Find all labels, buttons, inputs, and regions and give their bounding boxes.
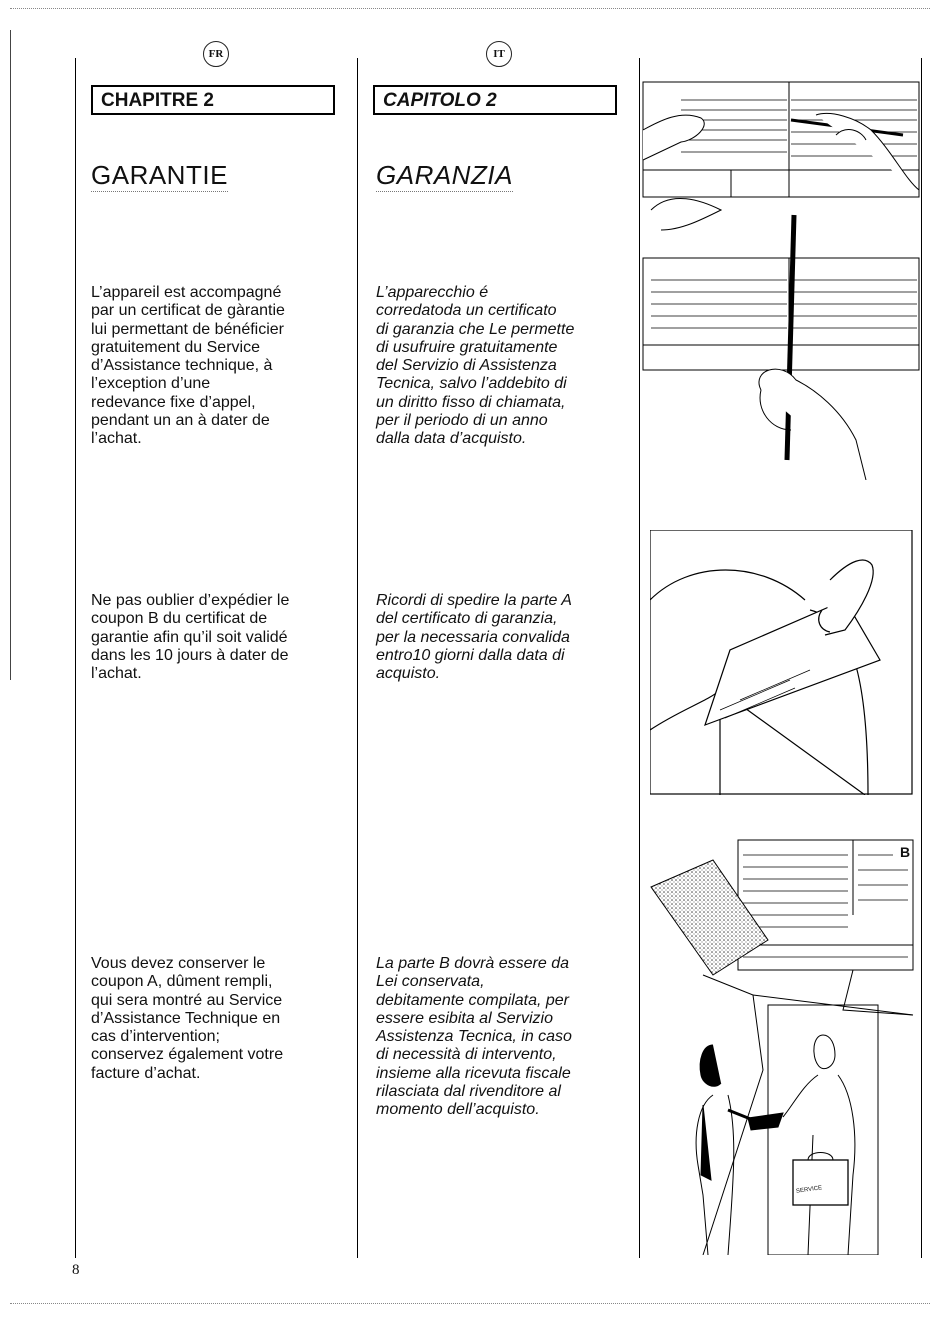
- column-divider-middle: [357, 58, 358, 1258]
- it-chapter-heading: CAPITOLO 2: [373, 85, 617, 115]
- fr-language-badge: FR: [203, 41, 229, 67]
- column-divider-right: [639, 58, 640, 1258]
- mailing-coupon-illustration: [650, 530, 913, 795]
- left-margin-line: [10, 30, 11, 680]
- it-paragraph-1: L’apparecchio é corredatoda un certificato di garanzia che Le permette di usufruire gratuitamente del Servizio di Assistenza Tecnica, salvo l’addebito di un diritto fisso di chiamata, per il periodo di un anno dalla data d’acquisto.: [376, 284, 575, 448]
- top-dotted-rule: [10, 8, 930, 9]
- column-divider-edge: [921, 58, 922, 1258]
- fr-section-title: GARANTIE: [91, 160, 228, 190]
- coupon-b-letter: B: [900, 844, 911, 860]
- page-number: 8: [72, 1262, 80, 1278]
- it-paragraph-3: La parte B dovrà essere da Lei conservata, debitamente compilata, per essere esibita al Servizio Assistenza Tecnica, in caso di necessità di intervento, insieme alla ricevuta fiscale rilasciata dal rivenditore al momento dell’acquisto.: [376, 955, 572, 1119]
- certificate-filling-illustration: [641, 80, 921, 480]
- service-case-label: SERVICE: [795, 1185, 823, 1195]
- fr-chapter-heading: CHAPITRE 2: [91, 85, 335, 115]
- fr-paragraph-2: Ne pas oublier d’expédier le coupon B du certificat de garantie afin qu’il soit validé dans les 10 jours à dater de l’achat.: [91, 592, 290, 683]
- fr-paragraph-1: L’appareil est accompagné par un certificat de gàrantie lui permettant de bénéficier gratuitement du Service d’Assistance technique, à l’exception d’une redevance fixe d’appel, pendant un an à dater de l’achat.: [91, 284, 285, 448]
- it-paragraph-2: Ricordi di spedire la parte A del certificato di garanzia, per la necessaria convalida entro10 giorni dalla data di acquisto.: [376, 592, 572, 683]
- fr-paragraph-3: Vous devez conserver le coupon A, dûment rempli, qui sera montré au Service d’Assistance Technique en cas d’intervention; conservez également votre facture d’achat.: [91, 955, 284, 1082]
- it-section-title: GARANZIA: [376, 160, 513, 190]
- bottom-dotted-rule: [10, 1303, 930, 1304]
- column-divider-left: [75, 58, 76, 1258]
- it-language-badge: IT: [486, 41, 512, 67]
- service-visit-illustration: [643, 835, 919, 1255]
